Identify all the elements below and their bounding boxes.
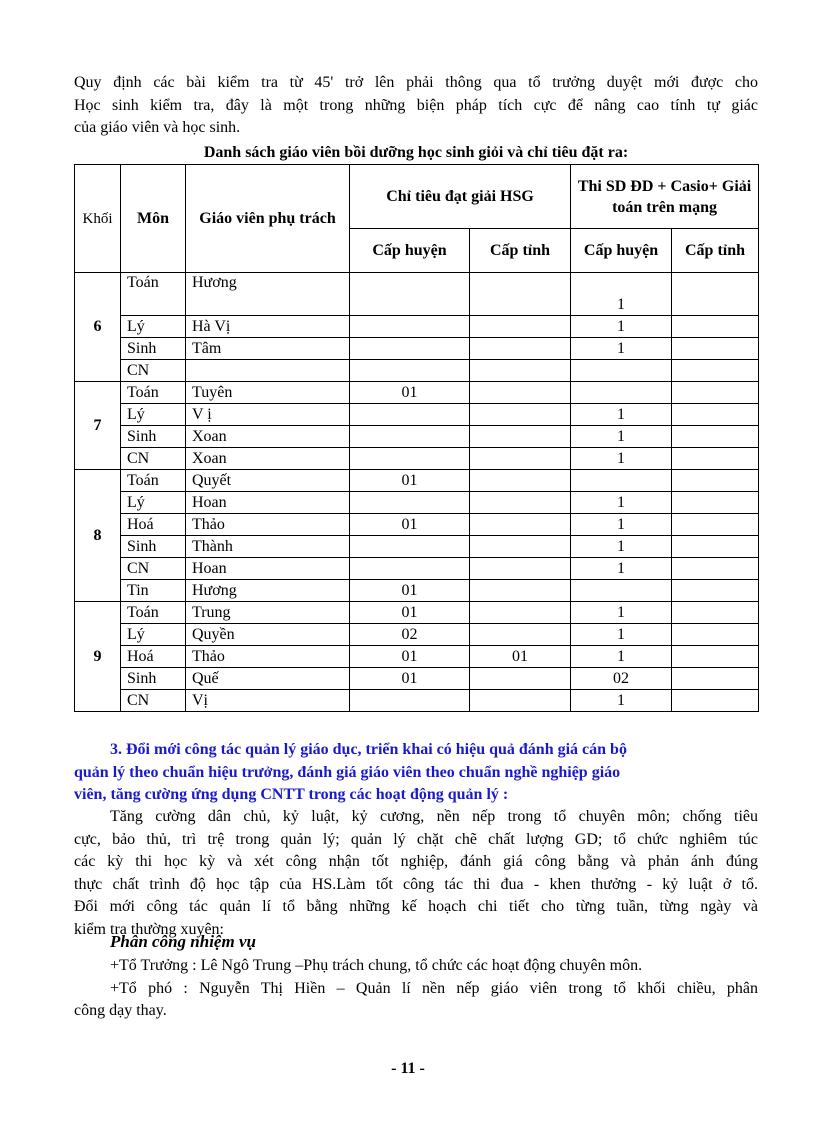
subject-cell: Toán [121, 470, 186, 492]
table-header [75, 165, 759, 273]
table-row [75, 580, 759, 602]
subject-cell: Lý [121, 492, 186, 514]
district-target-cell [350, 426, 470, 448]
contest-province-cell [672, 338, 759, 360]
contest-district-cell [571, 360, 672, 382]
subject-cell: Lý [121, 404, 186, 426]
table-title: Danh sách giáo viên bồi dưỡng học sinh giỏi và chỉ tiêu đặt ra: [203, 144, 629, 161]
teacher-cell: Hương [186, 580, 350, 602]
table-row [75, 273, 759, 316]
contest-province-cell [672, 558, 759, 580]
teacher-cell: Hoan [186, 558, 350, 580]
province-target-cell [470, 580, 571, 602]
page-number: - 11 - [391, 1060, 425, 1077]
contest-district-cell: 1 [571, 624, 672, 646]
intro-line: Học sinh kiểm tra, đây là một trong những biện pháp tích cực để nâng cao tính tự giác [74, 96, 758, 114]
province-target-cell [470, 448, 571, 470]
subject-cell: Sinh [121, 668, 186, 690]
contest-province-cell [672, 602, 759, 624]
grade-cell: 8 [75, 470, 121, 602]
district-target-cell: 01 [350, 580, 470, 602]
table-row [75, 514, 759, 536]
table-row [75, 624, 759, 646]
subject-cell: Sinh [121, 536, 186, 558]
grade-cell: 6 [75, 273, 121, 382]
subject-cell: CN [121, 360, 186, 382]
table-row [75, 382, 759, 404]
province-target-cell [470, 492, 571, 514]
province-target-cell [470, 690, 571, 712]
contest-district-cell: 1 [571, 602, 672, 624]
intro-paragraph [74, 72, 758, 140]
teacher-cell: Trung [186, 602, 350, 624]
header-cap-tinh: Cấp tỉnh [470, 229, 571, 273]
contest-district-cell: 1 [571, 514, 672, 536]
province-target-cell [470, 602, 571, 624]
province-target-cell [470, 316, 571, 338]
province-target-cell [470, 360, 571, 382]
contest-province-cell [672, 514, 759, 536]
district-target-cell [350, 492, 470, 514]
section-3-line: 3. Đổi mới công tác quản lý giáo dục, triển khai có hiệu quả đánh giá cán bộ [110, 741, 627, 758]
province-target-cell [470, 514, 571, 536]
district-target-cell: 01 [350, 470, 470, 492]
contest-province-cell [672, 624, 759, 646]
province-target-cell [470, 668, 571, 690]
table-row [75, 602, 759, 624]
paragraph-line: các kỳ thi học kỳ và xét công nhận tốt nghiệp, đánh giá công bằng và phản ánh đúng [74, 853, 758, 870]
district-target-cell: 01 [350, 646, 470, 668]
header-khoi: Khối [75, 165, 121, 273]
contest-province-cell [672, 690, 759, 712]
header-giao-vien: Giáo viên phụ trách [186, 165, 350, 273]
contest-district-cell: 1 [571, 338, 672, 360]
province-target-cell [470, 624, 571, 646]
table-row [75, 338, 759, 360]
section-3-line: quản lý theo chuẩn hiệu trưởng, đánh giá giáo viên theo chuẩn nghề nghiệp giáo [74, 763, 621, 781]
table-row [75, 668, 759, 690]
contest-province-cell [672, 470, 759, 492]
teacher-cell: V ị [186, 404, 350, 426]
intro-line: của giáo viên và học sinh. [74, 119, 241, 136]
contest-province-cell [672, 426, 759, 448]
subject-cell: CN [121, 448, 186, 470]
contest-province-cell [672, 273, 759, 316]
province-target-cell [470, 558, 571, 580]
paragraph-line: Đổi mới công tác quản lí tổ bằng những kế hoạch chi tiết cho từng tuần, từng ngày và [74, 898, 758, 915]
teacher-cell: Xoan [186, 448, 350, 470]
teacher-cell: Xoan [186, 426, 350, 448]
subject-cell: Tin [121, 580, 186, 602]
table-row [75, 470, 759, 492]
table-row [75, 690, 759, 712]
teacher-assignment-table [74, 164, 759, 712]
teacher-cell: Thảo [186, 514, 350, 536]
contest-district-cell: 02 [571, 668, 672, 690]
header-thi-sd: Thi SD ĐD + Casio+ Giải toán trên mạng [571, 165, 759, 229]
subject-cell: Sinh [121, 426, 186, 448]
subject-cell: Toán [121, 602, 186, 624]
table-row [75, 404, 759, 426]
paragraph-line: thực chất trình độ học tập của HS.Làm tốt công tác thi đua - khen thưởng - kỷ luật ở tổ. [74, 875, 758, 893]
contest-province-cell [672, 646, 759, 668]
contest-province-cell [672, 360, 759, 382]
district-target-cell [350, 448, 470, 470]
teacher-cell: Hoan [186, 492, 350, 514]
contest-province-cell [672, 536, 759, 558]
subject-cell: CN [121, 558, 186, 580]
contest-province-cell [672, 404, 759, 426]
assignment-heading: Phân công nhiệm vụ [110, 932, 256, 951]
teacher-cell: Thảo [186, 646, 350, 668]
subject-cell: Hoá [121, 646, 186, 668]
contest-province-cell [672, 492, 759, 514]
header-chi-tieu: Chỉ tiêu đạt giải HSG [350, 165, 571, 229]
assignment-paragraph [74, 955, 758, 1023]
section-3-heading [74, 739, 758, 807]
teacher-cell: Quyết [186, 470, 350, 492]
contest-district-cell [571, 382, 672, 404]
contest-district-cell: 1 [571, 646, 672, 668]
subject-cell: Toán [121, 382, 186, 404]
paragraph-line: cực, bảo thủ, trì trệ trong quản lý; quản lý chặt chẽ chất lượng GD; tổ chức nghiêm túc [74, 830, 758, 848]
subject-cell: Lý [121, 624, 186, 646]
table-body [75, 273, 759, 712]
contest-district-cell: 1 [571, 558, 672, 580]
table-row [75, 536, 759, 558]
contest-district-cell: 1 [571, 492, 672, 514]
teacher-cell: Tâm [186, 338, 350, 360]
table-row [75, 448, 759, 470]
district-target-cell: 01 [350, 382, 470, 404]
grade-cell: 7 [75, 382, 121, 470]
province-target-cell [470, 382, 571, 404]
contest-district-cell [571, 470, 672, 492]
table-row [75, 316, 759, 338]
district-target-cell: 01 [350, 602, 470, 624]
contest-province-cell [672, 448, 759, 470]
province-target-cell [470, 273, 571, 316]
district-target-cell [350, 558, 470, 580]
header-cap-tinh-2: Cấp tỉnh [672, 229, 759, 273]
contest-district-cell: 1 [571, 316, 672, 338]
province-target-cell [470, 426, 571, 448]
teacher-cell: Hà Vị [186, 316, 350, 338]
teacher-cell: Quyền [186, 624, 350, 646]
contest-province-cell [672, 668, 759, 690]
teacher-cell: Quế [186, 668, 350, 690]
contest-province-cell [672, 382, 759, 404]
teacher-cell: Hương [186, 273, 350, 316]
district-target-cell [350, 316, 470, 338]
province-target-cell [470, 536, 571, 558]
province-target-cell [470, 470, 571, 492]
header-cap-huyen: Cấp huyện [350, 229, 470, 273]
assignment-line: +Tổ Trưởng : Lê Ngô Trung –Phụ trách chung, tổ chức các hoạt động chuyên môn. [110, 957, 643, 974]
district-target-cell [350, 536, 470, 558]
district-target-cell [350, 404, 470, 426]
teacher-cell [186, 360, 350, 382]
assignment-line: +Tổ phó : Nguyễn Thị Hiền – Quản lí nền nếp giáo viên trong tổ khối chiều, phân [110, 979, 758, 997]
subject-cell: Lý [121, 316, 186, 338]
grade-cell: 9 [75, 602, 121, 712]
district-target-cell: 02 [350, 624, 470, 646]
table-row [75, 360, 759, 382]
assignment-line: công dạy thay. [74, 1002, 167, 1019]
intro-line: Quy định các bài kiểm tra từ 45' trở lên phải thông qua tổ trưởng duyệt mới được cho [74, 74, 758, 91]
section-3-line: viên, tăng cường ứng dụng CNTT trong các hoạt động quản lý : [74, 786, 509, 803]
table-row [75, 558, 759, 580]
table-row [75, 646, 759, 668]
contest-district-cell: 1 [571, 536, 672, 558]
teacher-cell: Tuyên [186, 382, 350, 404]
subject-cell: Sinh [121, 338, 186, 360]
contest-district-cell: 1 [571, 426, 672, 448]
district-target-cell: 01 [350, 668, 470, 690]
subject-cell: Hoá [121, 514, 186, 536]
teacher-cell: Thành [186, 536, 350, 558]
district-target-cell [350, 273, 470, 316]
paragraph-line: kiểm tra thường xuyên: [74, 920, 224, 938]
contest-province-cell [672, 316, 759, 338]
contest-district-cell [571, 580, 672, 602]
management-paragraph [74, 806, 758, 941]
paragraph-line: Tăng cường dân chủ, kỷ luật, kỷ cương, nền nếp trong tổ chuyên môn; chống tiêu [110, 808, 758, 825]
subject-cell: CN [121, 690, 186, 712]
header-cap-huyen-2: Cấp huyện [571, 229, 672, 273]
contest-district-cell: 1 [571, 690, 672, 712]
contest-district-cell: 1 [571, 404, 672, 426]
header-mon: Môn [121, 165, 186, 273]
subject-cell: Toán [121, 273, 186, 316]
contest-district-cell: 1 [571, 448, 672, 470]
teacher-cell: Vị [186, 690, 350, 712]
province-target-cell [470, 338, 571, 360]
district-target-cell: 01 [350, 514, 470, 536]
table-row [75, 426, 759, 448]
contest-province-cell [672, 580, 759, 602]
table-row [75, 492, 759, 514]
province-target-cell: 01 [470, 646, 571, 668]
province-target-cell [470, 404, 571, 426]
district-target-cell [350, 690, 470, 712]
district-target-cell [350, 360, 470, 382]
contest-district-cell: 1 [571, 273, 672, 316]
district-target-cell [350, 338, 470, 360]
